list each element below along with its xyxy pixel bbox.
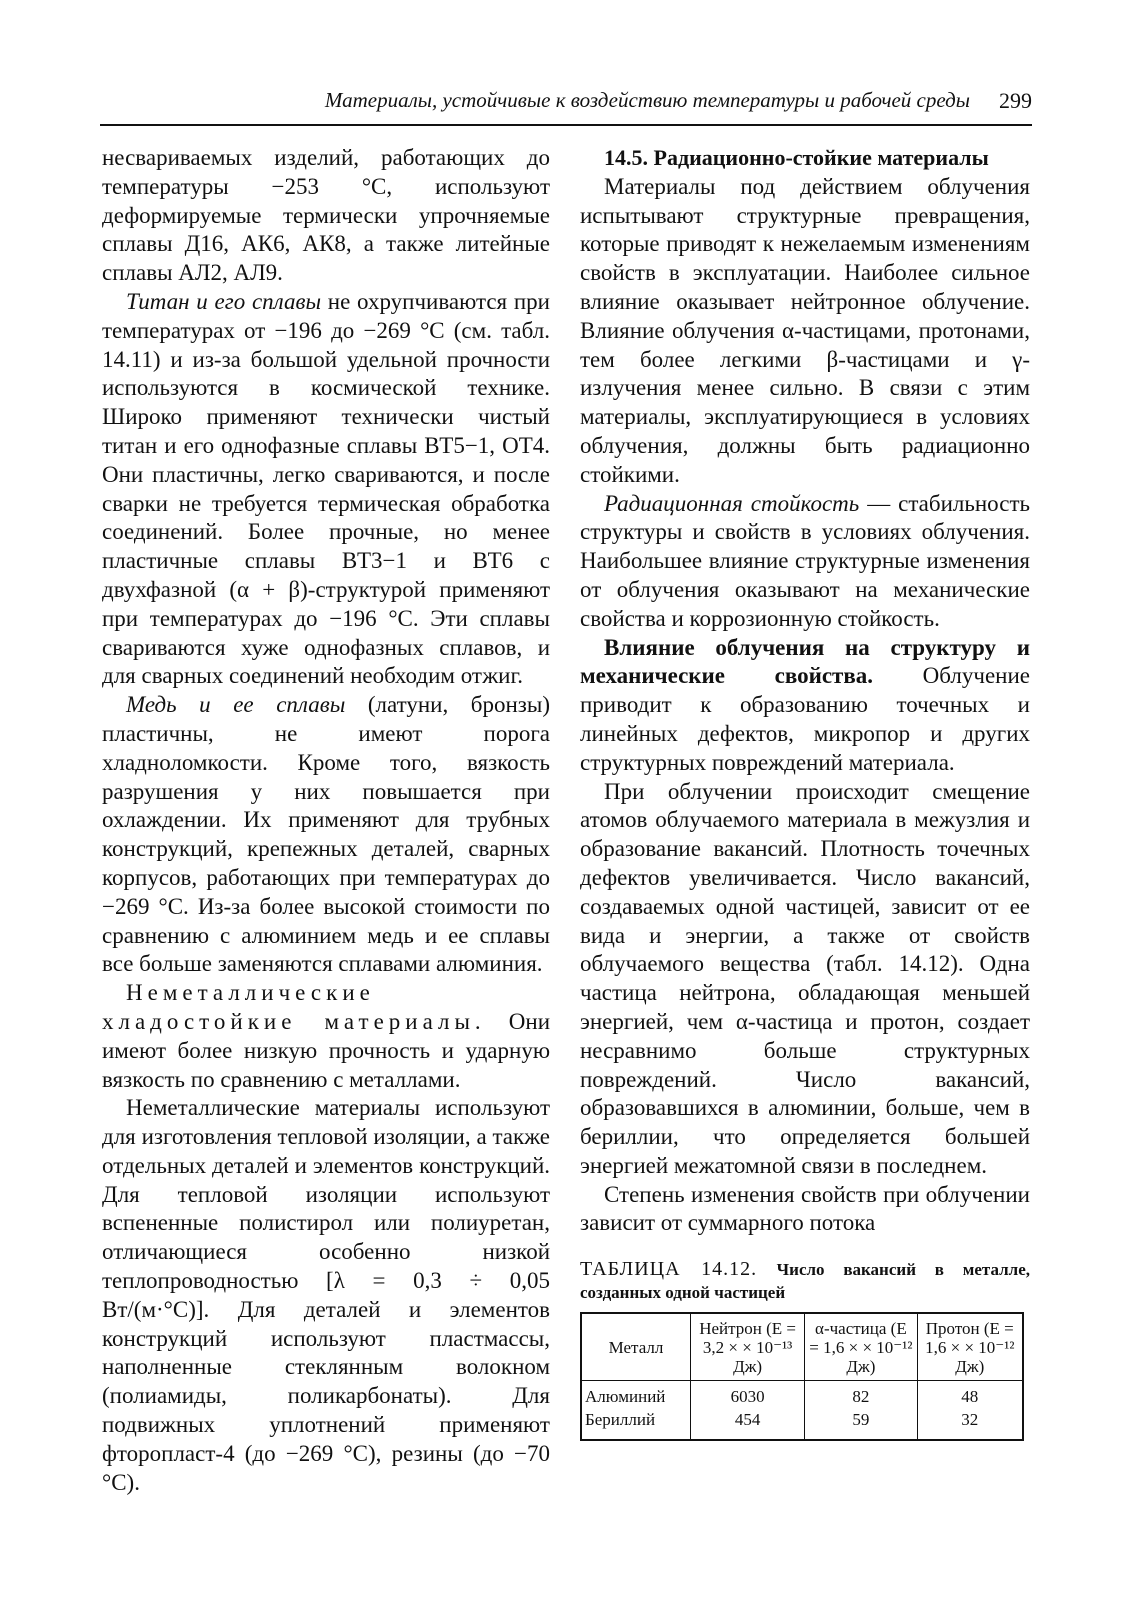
right-column [580,144,1030,1441]
table-row [581,1381,1023,1409]
bold-term: Влияние облучения на структуру и механические свойства. [580,634,1030,689]
header-neutron: Нейтрон (E = 3,2 × × 10⁻¹³ Дж) [691,1313,805,1381]
italic-term: Медь и ее сплавы [126,692,346,718]
table-caption-text: Число вакансий в металле, созданных одной частицей [580,1260,1030,1303]
cell-metal: Алюминий [581,1381,691,1409]
header-proton: Протон (E = 1,6 × × 10⁻¹² Дж) [917,1313,1023,1381]
left-column [102,144,550,1497]
table-header-row [581,1313,1023,1381]
header-alpha: α-частица (E = 1,6 × × 10⁻¹² Дж) [805,1313,917,1381]
table-row [581,1408,1023,1440]
paragraph-text: — стабильность структуры и свойств в условиях облучения. Наибольшее влияние структурные изменения от облучения оказывают на механические свойства и коррозионную стойкость. [580,490,1030,631]
vacancy-table [580,1312,1024,1441]
paragraph: При облучении происходит смещение атомов облучаемого материала в межузлия и образование вакансий. Плотность точечных дефектов увеличивается. Число вакансий, создаваемых одной частицей, зависит от ее вида и энергии, а также от свойств облучаемого вещества (табл. 14.12). Одна частица нейтрона, обладающая меньшей энергией, чем α-частица и протон, создает несравнимо больше структурных повреждений. Число вакансий, образовавшихся в алюминии, больше, чем в бериллии, что определяется большей энергией межатомной связи в последнем. [580,778,1030,1178]
table-caption [580,1258,1030,1304]
paragraph [102,979,550,1094]
paragraph-text: не охрупчиваются при температурах от −196 до −269 °С (см. табл. 14.11) и из-за большой удельной прочности используются в космической технике. Широко применяют технически чистый титан и его однофазные сплавы ВТ5−1, ОТ4. Они пластичны, легко свариваются, и после сварки не требуется термическая обработка соединений. Более прочные, но менее пластичные сплавы ВТ3−1 и ВТ6 с двухфазной (α + β)-структурой применяют при температурах до −196 °С. Эти сплавы свариваются хуже однофазных сплавов, и для сварных соединений необходим отжиг. [102,288,550,689]
table-caption-label: ТАБЛИЦА 14.12. [580,1258,758,1281]
cell-alpha: 82 [805,1381,917,1409]
italic-term: Титан и его сплавы [126,288,322,314]
italic-term: Радиационная стойкость [604,490,860,516]
cell-proton: 48 [917,1381,1023,1409]
paragraph: Материалы под действием облучения испытывают структурные превращения, которые приводят к нежелаемым изменениям свойств в эксплуатации. Наиболее сильное влияние оказывает нейтронное облучение. Влияние облучения α-частицами, протонами, тем более легкими β-частицами и γ-излучения менее сильно. В связи с этим материалы, эксплуатирующиеся в условиях облучения, должны быть радиационно стойкими. [580,173,1030,487]
paragraph: Степень изменения свойств при облучении зависит от суммарного потока [580,1181,1030,1236]
paragraph [580,634,1030,778]
paragraph-text: Облучение приводит к образованию точечных и линейных дефектов, микропор и других структурных повреждений материала. [580,663,1030,775]
paragraph [580,490,1030,634]
running-title: Материалы, устойчивые к воздействию температуры и рабочей среды [324,88,970,112]
spaced-term: Неметаллические хладостойкие материалы. [102,980,486,1034]
paragraph [102,288,550,691]
paragraph-text: (латуни, бронзы) пластичны, не имеют порога хладноломкости. Кроме того, вязкость разрушения у них повышается при охлаждении. Их применяют для трубных конструкций, крепежных деталей, сварных корпусов, работающих при температурах до −269 °С. Из-за более высокой стоимости по сравнению с алюминием медь и ее сплавы все больше заменяются сплавами алюминия. [102,692,550,977]
paragraph: несвариваемых изделий, работающих до температуры −253 °С, используют деформируемые термически упрочняемые сплавы Д16, АК6, АК8, а также литейные сплавы АЛ2, АЛ9. [102,145,550,286]
cell-proton: 32 [917,1408,1023,1440]
header-metal: Металл [581,1313,691,1381]
cell-neutron: 6030 [691,1381,805,1409]
cell-neutron: 454 [691,1408,805,1440]
running-header [100,84,1032,126]
paragraph [102,691,550,979]
cell-metal: Бериллий [581,1408,691,1440]
paragraph: Неметаллические материалы используют для изготовления тепловой изоляции, а также отдельных деталей и элементов конструкций. Для тепловой изоляции используют вспененные полистирол или полиуретан, отличающиеся особенно низкой теплопроводностью [λ = 0,3 ÷ 0,05 Вт/(м·°С)]. Для деталей и элементов конструкций используют пластмассы, наполненные стеклянным волокном (полиамиды, поликарбонаты). Для подвижных уплотнений применяют фторопласт-4 (до −269 °С), резины (до −70 °С). [102,1095,550,1495]
cell-alpha: 59 [805,1408,917,1440]
page-number: 299 [999,88,1032,113]
section-title: 14.5. Радиационно-стойкие материалы [604,145,989,170]
paragraph-text: Они имеют более низкую прочность и ударную вязкость по сравнению с металлами. [102,1008,551,1092]
